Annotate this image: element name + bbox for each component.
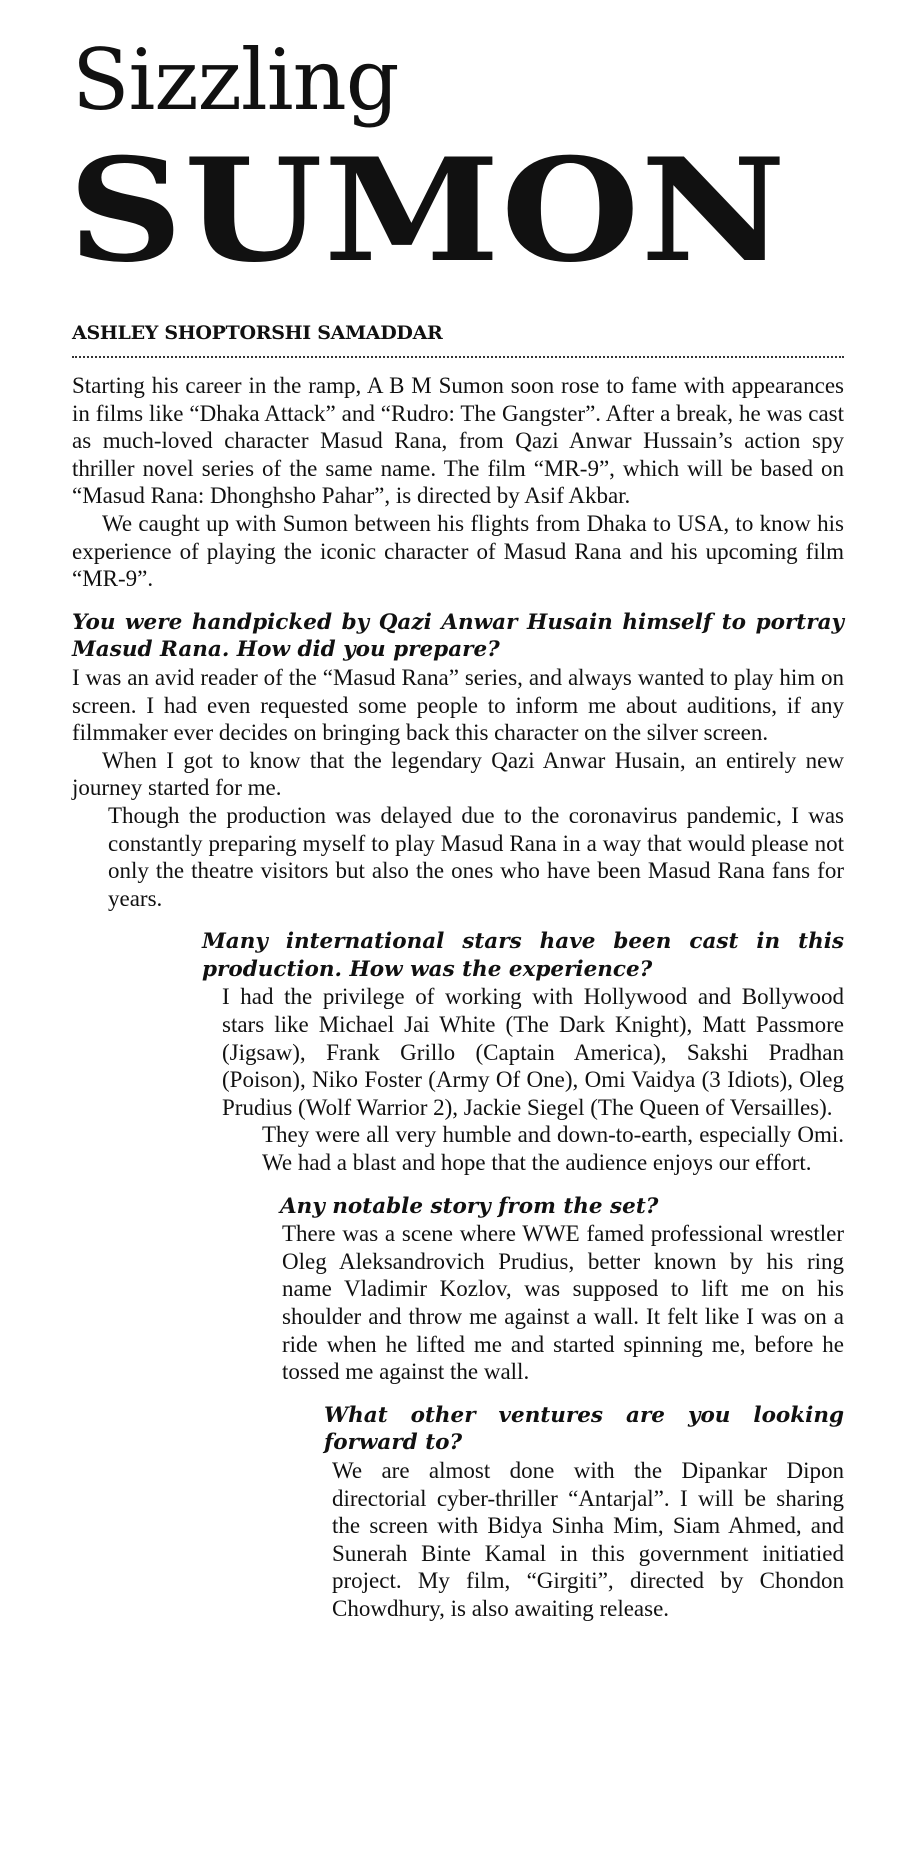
- question-1: You were handpicked by Qazi Anwar Husain himself to portray Masud Rana. How did you prepare?: [72, 609, 844, 663]
- headline-kicker: Sizzling: [72, 31, 399, 129]
- answer-2b: They were all very humble and down-to-earth, especially Omi. We had a blast and hope that the audience enjoys our effort.: [262, 1122, 844, 1176]
- headline: SUMON: [68, 128, 788, 294]
- answer-4: We are almost done with the Dipankar Dipon directorial cyber-thriller “Antarjal”. I will be sharing the screen with Bidya Sinha Mim, Siam Ahmed, and Sunerah Binte Kamal in this government initiatied project. My film, “Girgiti”, directed by Chondon Chowdhury, is also awaiting release.: [332, 1457, 844, 1621]
- intro-paragraph: Starting his career in the ramp, A B M Sumon soon rose to fame with appearances in films like “Dhaka Attack” and “Rudro: The Gangster”. After a break, he was cast as much-loved character Masud Rana, from Qazi Anwar Hussain’s action spy thriller novel series of the same name. The film “MR-9”, which will be based on “Masud Rana: Dhonghsho Pahar”, is directed by Asif Akbar.: [72, 373, 844, 509]
- answer-1b: When I got to know that the legendary Qazi Anwar Husain, an entirely new journey started for me.: [72, 747, 844, 801]
- answer-1a: I was an avid reader of the “Masud Rana” series, and always wanted to play him on screen. I had even requested some people to inform me about auditions, if any filmmaker ever decides on bringing back this character on the silver screen.: [72, 664, 844, 746]
- answer-1c: Though the production was delayed due to the coronavirus pandemic, I was constantly preparing myself to play Masud Rana in a way that would please not only the theatre visitors but also the ones who have been Masud Rana fans for years.: [108, 802, 844, 911]
- question-3: Any notable story from the set?: [280, 1193, 659, 1219]
- intro-paragraph-2: We caught up with Sumon between his flights from Dhaka to USA, to know his experience of playing the iconic character of Masud Rana and his upcoming film “MR-9”.: [72, 510, 844, 592]
- byline-divider: [72, 356, 844, 358]
- question-2: Many international stars have been cast in this production. How was the experience?: [202, 929, 844, 982]
- byline: ASHLEY SHOPTORSHI SAMADDAR: [72, 322, 443, 344]
- answer-3: There was a scene where WWE famed professional wrestler Oleg Aleksandrovich Prudius, better known by his ring name Vladimir Kozlov, was supposed to lift me on his shoulder and throw me against a wall. It felt like I was on a ride when he lifted me and started spinning me, before he tossed me against the wall.: [282, 1221, 844, 1385]
- answer-2a: I had the privilege of working with Hollywood and Bollywood stars like Michael Jai White (The Dark Knight), Matt Passmore (Jigsaw), Frank Grillo (Captain America), Sakshi Pradhan (Poison), Niko Foster (Army Of One), Omi Vaidya (3 Idiots), Oleg Prudius (Wolf Warrior 2), Jackie Siegel (The Queen of Versailles).: [222, 984, 844, 1120]
- question-4: What other ventures are you looking forward to?: [324, 1402, 844, 1456]
- article-body: [72, 372, 844, 1623]
